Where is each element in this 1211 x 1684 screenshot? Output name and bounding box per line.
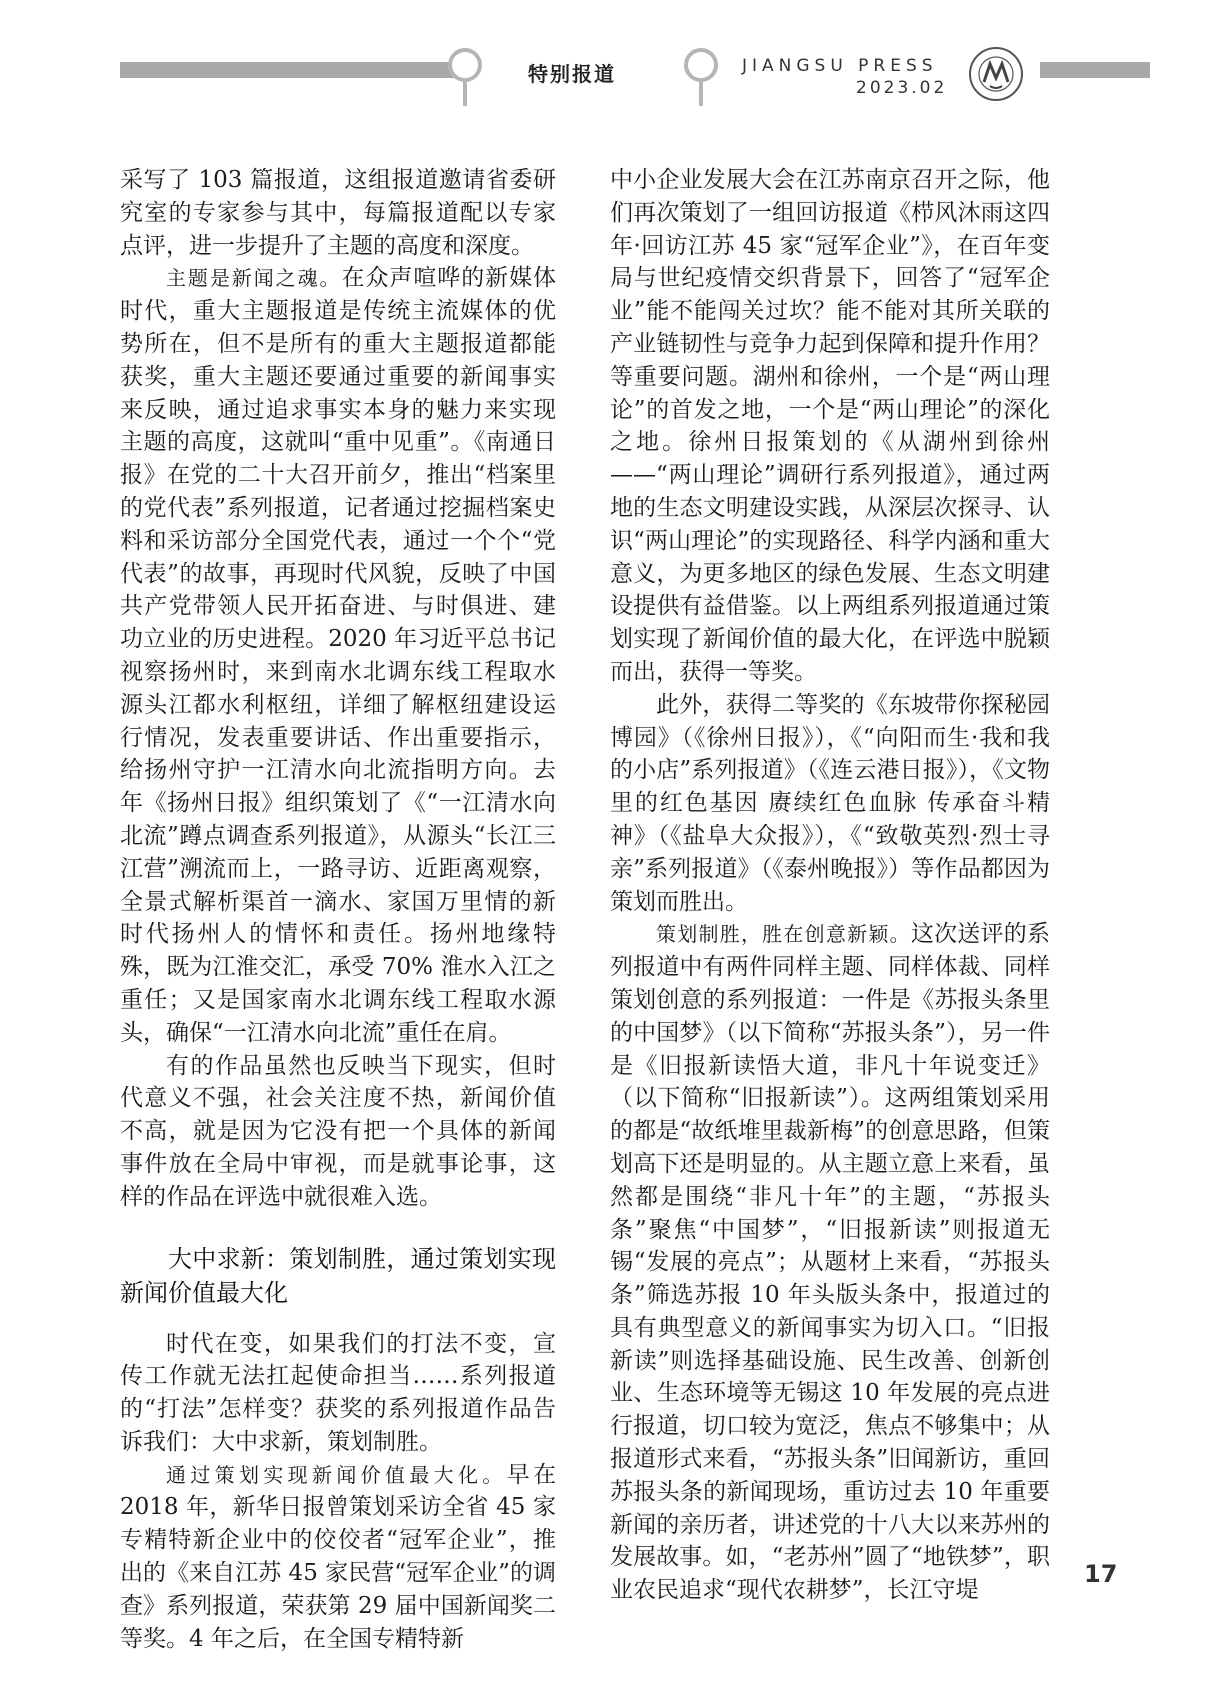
header-bar-left <box>120 62 460 78</box>
paragraph-body: 在众声喧哗的新媒体时代，重大主题报道是传统主流媒体的优势所在，但不是所有的重大主题报道都能获奖，重大主题还要通过重要的新闻事实来反映，通过追求事实本身的魅力来实现主题的高度，这就叫“重中见重”。《南通日报》在党的二十大召开前夕，推出“档案里的党代表”系列报道，记者通过挖掘档案史料和采访部分全国党代表，通过一个个“党代表”的故事，再现时代风貌，反映了中国共产党带领人民开拓奋进、与时俱进、建功立业的历史进程。2020 年习近平总书记视察扬州时，来到南水北调东线工程取水源头江都水利枢纽，详细了解枢纽建设运行情况，发表重要讲话、作出重要指示，给扬州守护一江清水向北流指明方向。去年《扬州日报》组织策划了《“一江清水向北流”蹲点调查系列报道》，从源头“长江三江营”溯流而上，一路寻访、近距离观察，全景式解析渠首一滴水、家国万里情的新时代扬州人的情怀和责任。扬州地缘特殊，既为江淮交汇，承受 70% 淮水入江之重任；又是国家南水北调东线工程取水源头，确保“一江清水向北流”重任在肩。 <box>120 265 556 1046</box>
pin-icon <box>448 48 482 82</box>
paragraph-body: 早在 2018 年，新华日报曾策划采访全省 45 家专精特新企业中的佼佼者“冠军企业”，推出的《来自江苏 45 家民营“冠军企业”的调查》系列报道，荣获第 29 届中国新闻奖二等奖。4 年之后，在全国专精特新 <box>120 1461 557 1652</box>
lead-phrase: 主题是新闻之魂。 <box>166 266 342 291</box>
journal-issue: 2023.02 <box>856 78 948 98</box>
paragraph: 此外，获得二等奖的《东坡带你探秘园博园》（《徐州日报》），《“向阳而生·我和我的小店”系列报道》（《连云港日报》），《文物里的红色基因 赓续红色血脉 传承奋斗精神》（《盐阜大众报》），《“致敬英烈·烈士寻亲”系列报道》（《泰州晚报》）等作品都因为策划而胜出。 <box>610 691 1050 915</box>
page-number: 17 <box>1084 1560 1118 1588</box>
header-bar-right <box>1040 62 1150 78</box>
lead-phrase: 通过策划实现新闻价值最大化。 <box>166 1462 507 1487</box>
paragraph <box>610 918 1050 1607</box>
association-seal-logo <box>968 46 1024 102</box>
article-column-left <box>120 164 556 1655</box>
lead-phrase: 策划制胜，胜在创意新颖。 <box>656 922 911 947</box>
section-title: 特别报道 <box>528 62 616 86</box>
paragraph: 有的作品虽然也反映当下现实，但时代意义不强，社会关注度不热，新闻价值不高，就是因为它没有把一个具体的新闻事件放在全局中审视，而是就事论事，这样的作品在评选中就很难入选。 <box>120 1052 556 1210</box>
pin-icon <box>684 48 718 82</box>
page-header <box>0 0 1211 120</box>
paragraph <box>120 1459 556 1656</box>
article-column-right <box>610 164 1050 1607</box>
paragraph: 采写了 103 篇报道，这组报道邀请省委研究室的专家参与其中，每篇报道配以专家点评，进一步提升了主题的高度和深度。 <box>120 167 556 259</box>
section-subheading: 大中求新：策划制胜，通过策划实现新闻价值最大化 <box>120 1244 556 1307</box>
paragraph: 中小企业发展大会在江苏南京召开之际，他们再次策划了一组回访报道《栉风沐雨这四年·回访江苏 45 家“冠军企业”》，在百年变局与世纪疫情交织背景下，回答了“冠军企业”能不能闯关过坎？能不能对其所关联的产业链韧性与竞争力起到保障和提升作用？等重要问题。湖州和徐州，一个是“两山理论”的首发之地，一个是“两山理论”的深化之地。徐州日报策划的《从湖州到徐州——“两山理论”调研行系列报道》，通过两地的生态文明建设实践，从深层次探寻、认识“两山理论”的实现路径、科学内涵和重大意义，为更多地区的绿色发展、生态文明建设提供有益借鉴。以上两组系列报道通过策划实现了新闻价值的最大化，在评选中脱颖而出，获得一等奖。 <box>610 167 1050 685</box>
paragraph-body: 这次送评的系列报道中有两件同样主题、同样体裁、同样策划创意的系列报道：一件是《苏报头条里的中国梦》（以下简称“苏报头条”），另一件是《旧报新读悟大道，非凡十年说变迁》（以下简称“旧报新读”）。这两组策划采用的都是“故纸堆里裁新梅”的创意思路，但策划高下还是明显的。从主题立意上来看，虽然都是围绕“非凡十年”的主题，“苏报头条”聚焦“中国梦”，“旧报新读”则报道无锡“发展的亮点”；从题材上来看，“苏报头条”筛选苏报 10 年头版头条中，报道过的具有典型意义的新闻事实为切入口。“旧报新读”则选择基础设施、民生改善、创新创业、生态环境等无锡这 10 年发展的亮点进行报道，切口较为宽泛，焦点不够集中；从报道形式来看，“苏报头条”旧闻新访，重回苏报头条的新闻现场，重访过去 10 年重要新闻的亲历者，讲述党的十八大以来苏州的发展故事。如，“老苏州”圆了“地铁梦”，职业农民追求“现代农耕梦”，长江守堤 <box>610 921 1051 1604</box>
paragraph: 时代在变，如果我们的打法不变，宣传工作就无法扛起使命担当……系列报道的“打法”怎样变？获奖的系列报道作品告诉我们：大中求新，策划制胜。 <box>120 1330 556 1455</box>
paragraph <box>120 262 556 1049</box>
journal-name: JIANGSU PRESS <box>742 56 938 76</box>
